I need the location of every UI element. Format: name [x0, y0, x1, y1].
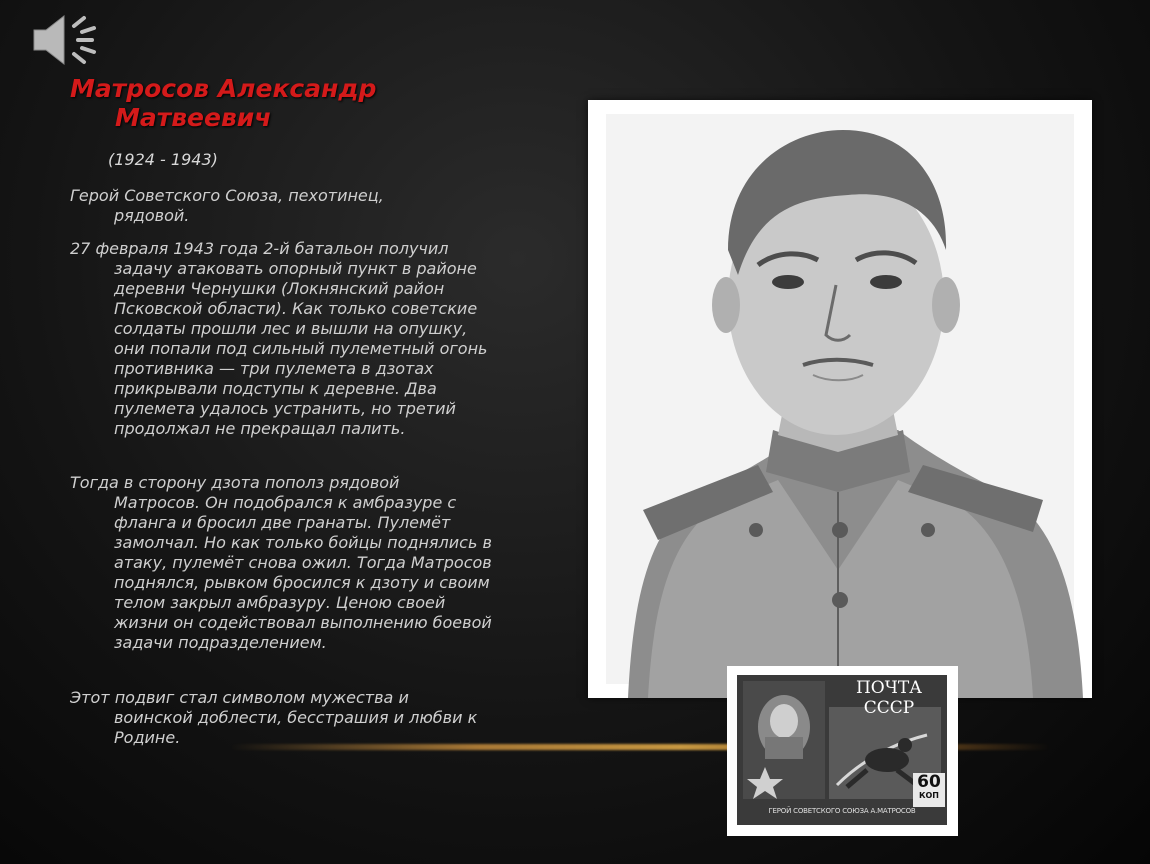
paragraph-feat: [70, 473, 500, 653]
paragraph-rank: [70, 186, 500, 226]
stamp-caption: ГЕРОЙ СОВЕТСКОГО СОЮЗА А.МАТРОСОВ: [768, 807, 916, 815]
paragraph-rest: Матросов. Он подобрался к амбразуре с фланга и бросил две гранаты. Пулемёт замолчал. Но как только бойцы поднялись в атаку, пулемёт снова ожил. Тогда Матросов поднялся, рывком бросился к дзоту и своим телом закрыл амбразуру. Ценою своей жизни он содействовал выполнению боевой задачи подразделением.: [114, 493, 492, 652]
title-line-2: Матвеевич: [115, 103, 272, 132]
slide-title: [70, 74, 550, 132]
paragraph-first-line: 27 февраля 1943 года 2-й батальон получил: [70, 239, 449, 258]
paragraph-first-line: Тогда в сторону дзота пополз рядовой: [70, 473, 400, 492]
stamp-value-number: 60: [917, 772, 941, 792]
paragraph-rest: воинской доблести, бесстрашия и любви к Родине.: [114, 708, 478, 747]
speaker-icon[interactable]: [30, 8, 106, 72]
postage-stamp: [727, 666, 958, 836]
paragraph-battle: [70, 239, 500, 439]
paragraph-first-line: Герой Советского Союза, пехотинец,: [70, 186, 384, 205]
paragraph-rest: рядовой.: [114, 206, 190, 225]
stamp-title: ПОЧТА СССР: [855, 678, 923, 718]
life-years: (1924 - 1943): [108, 150, 218, 169]
title-line-1: Матросов Александр: [70, 74, 377, 103]
paragraph-rest: задачу атаковать опорный пункт в районе деревни Чернушки (Локнянский район Псковской области). Как только советские солдаты прошли лес и вышли на опушку, они попали под сильный пулеметный огонь противника — три пулемета в дзотах прикрывали подступы к деревне. Два пулемета удалось устранить, но третий продолжал не прекращал палить.: [114, 259, 488, 438]
stamp-value-unit: КОП: [918, 791, 940, 800]
stamp-face: [737, 675, 947, 825]
stamp-value: [913, 773, 945, 807]
portrait-image: [588, 100, 1092, 698]
paragraph-symbol: [70, 688, 500, 748]
paragraph-first-line: Этот подвиг стал символом мужества и: [70, 688, 409, 707]
